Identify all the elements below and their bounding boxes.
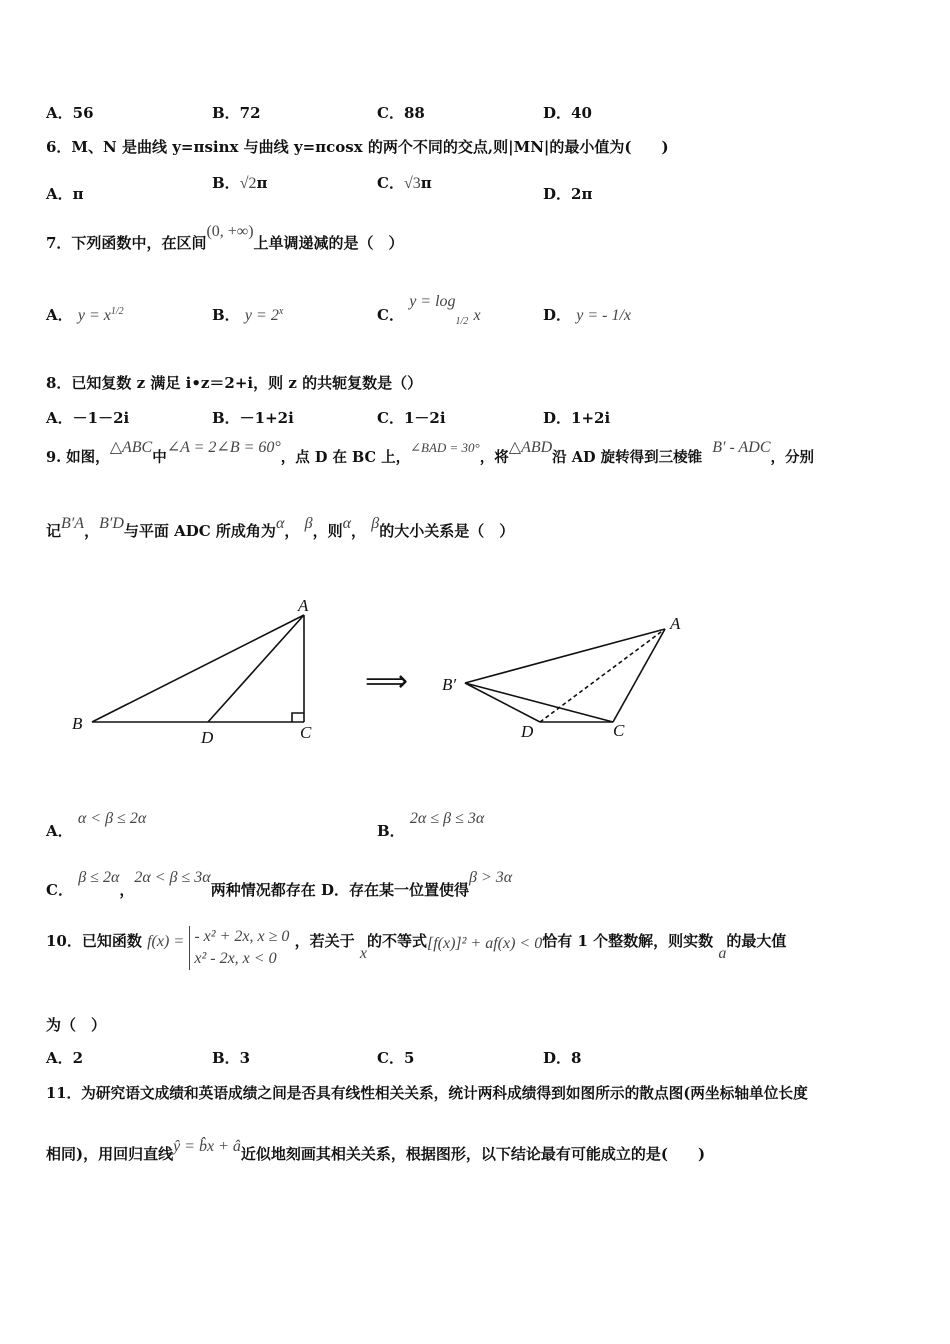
- q7-option-a: [46, 304, 124, 325]
- q9-a-label: A．: [46, 822, 73, 840]
- q8-option-a: A．－1－2i: [46, 409, 130, 427]
- q7-a-exp: 1/2: [110, 306, 124, 317]
- triangle-abc: [92, 615, 304, 722]
- q9-stem-line1: [46, 439, 815, 467]
- q8-option-b: B．－1+2i: [212, 409, 294, 427]
- q8-option-d: D．1+2i: [543, 409, 611, 427]
- q9-m5: B′ - ADC: [712, 439, 771, 456]
- q7-c-math: y = log: [409, 293, 456, 310]
- q7-a-label: A．: [46, 306, 73, 324]
- label-b-prime: B′: [442, 675, 457, 694]
- q9-m4: △ABD: [508, 439, 553, 456]
- q6-b-tail: π: [256, 174, 268, 192]
- q7-stem-pre: 7．下列函数中，在区间: [46, 234, 207, 252]
- label-d: D: [201, 728, 214, 747]
- q9-p1: 9. 如图，: [46, 449, 110, 466]
- pyramid-b-adc: [465, 629, 665, 722]
- q9-n5: α: [342, 515, 351, 532]
- q11-eq: ŷ = b̂x + â: [173, 1138, 241, 1155]
- q9-option-c: [46, 866, 513, 899]
- q9-p5: 沿 AD 旋转得到三棱锥: [552, 449, 703, 466]
- q9-n1: B′A: [61, 515, 85, 532]
- q5-option-a: A．56: [46, 104, 94, 122]
- q5-option-c: C．88: [377, 104, 425, 122]
- q10-case1: - x² + 2x, x ≥ 0: [194, 928, 290, 945]
- q11-stem-line2: [46, 1138, 706, 1164]
- q10-p5: 的最大值: [726, 932, 787, 950]
- q9-p6: ，分别: [770, 449, 815, 466]
- q6-c-tail: π: [420, 174, 432, 192]
- q5-option-b: B．72: [212, 104, 261, 122]
- label-c: C: [300, 723, 312, 742]
- q9-c-math1: β ≤ 2α: [78, 869, 120, 886]
- q9-p3: ，点 D 在 BC 上，: [280, 449, 411, 466]
- q9-d-math: β > 3α: [468, 869, 513, 886]
- q7-d-math: y = - 1/x: [576, 307, 632, 324]
- q8-option-c: C．1－2i: [377, 409, 446, 427]
- label-d2: D: [521, 722, 534, 741]
- q10-p4: 恰有 1 个整数解，则实数: [542, 932, 714, 950]
- q10-var: x: [359, 945, 367, 962]
- q9-n2: B′D: [99, 515, 124, 532]
- q9-q1: 记: [46, 522, 62, 540]
- q6-option-b: [212, 172, 267, 193]
- q8-stem: 8．已知复数 z 满足 i•z＝2+i，则 z 的共轭复数是（）: [46, 374, 423, 392]
- q9-c-text: 两种情况都存在: [210, 881, 316, 899]
- q9-q6: ，: [350, 522, 366, 540]
- q9-m2: ∠A = 2∠B = 60°: [166, 439, 281, 456]
- q7-c-base: 1/2: [455, 316, 469, 327]
- q10-option-a: A．2: [46, 1049, 84, 1067]
- q10-option-c: C．5: [377, 1049, 415, 1067]
- q6-option-d: D．2π: [543, 185, 593, 203]
- q6-b-label: B．: [212, 174, 240, 192]
- q6-b-math: √2: [239, 175, 257, 192]
- q6-c-math: √3: [403, 175, 421, 192]
- q9-q5: ，则: [312, 522, 343, 540]
- label-a: A: [298, 596, 309, 615]
- q7-c-label: C．: [377, 306, 404, 324]
- q11-l2-pre: 相同)，用回归直线: [46, 1145, 174, 1163]
- q9-c-math2: 2α < β ≤ 3α: [134, 869, 211, 886]
- q10-piecewise: [189, 926, 289, 970]
- label-a2: A: [670, 614, 681, 633]
- q7-a-math: y = x: [77, 307, 111, 324]
- q7-interval: (0, +∞): [206, 223, 254, 240]
- label-c2: C: [613, 721, 625, 740]
- q10-p1: 10．已知函数: [46, 932, 142, 950]
- q10-ineq: [f(x)]² + af(x) < 0: [426, 935, 543, 952]
- q9-stem-line2: [46, 515, 515, 541]
- q9-c-sep: ，: [119, 881, 135, 899]
- q10-option-b: B．3: [212, 1049, 251, 1067]
- q7-b-math: y = 2: [244, 307, 279, 324]
- q9-n6: β: [371, 515, 380, 532]
- q9-option-a: [46, 807, 147, 840]
- q7-stem: [46, 223, 404, 253]
- q11-l2-post: 近似地刻画其相关关系，根据图形，以下结论最有可能成立的是( ): [240, 1145, 706, 1163]
- q7-option-b: [212, 304, 283, 325]
- q9-n4: β: [304, 515, 313, 532]
- q9-b-label: B．: [377, 822, 405, 840]
- q9-p4: ，将: [479, 449, 509, 466]
- q10-p3: 的不等式: [366, 932, 427, 950]
- q10-var2: a: [718, 945, 727, 962]
- q9-n3: α: [275, 515, 285, 532]
- q10-stem-line2: 为（ ）: [46, 1016, 107, 1034]
- q9-q2: ，: [84, 522, 100, 540]
- q11-stem-line1: 11．为研究语文成绩和英语成绩之间是否具有线性相关关系，统计两科成绩得到如图所示的散点图(两坐标轴单位长度: [46, 1085, 808, 1102]
- q9-q4: ，: [284, 522, 300, 540]
- q7-stem-post: 上单调递减的是（ ）: [253, 234, 404, 252]
- q7-option-d: [543, 304, 631, 325]
- q10-stem-line1: [46, 926, 786, 970]
- q7-option-c: [377, 293, 481, 327]
- q10-option-d: D．8: [543, 1049, 582, 1067]
- q9-c-label: C．: [46, 881, 73, 899]
- q9-q3: 与平面 ADC 所成角为: [123, 522, 276, 540]
- q7-d-label: D．: [543, 306, 572, 324]
- q10-fx: f(x) =: [147, 933, 185, 950]
- q10-p2: ，若关于: [294, 932, 355, 950]
- q6-option-c: [377, 172, 432, 193]
- q9-figure: [60, 585, 720, 755]
- q6-stem: 6．M、N 是曲线 y=πsinx 与曲线 y=πcosx 的两个不同的交点,则|MN|的最小值为( ): [46, 138, 669, 156]
- q7-b-exp: x: [278, 306, 284, 317]
- q9-p2: 中: [152, 449, 167, 466]
- q9-option-b: [377, 807, 485, 840]
- q9-b-math: 2α ≤ β ≤ 3α: [409, 810, 485, 827]
- q6-c-label: C．: [377, 174, 404, 192]
- q9-q7: 的大小关系是（ ）: [379, 522, 515, 540]
- q9-m1: △ABC: [109, 439, 153, 456]
- q7-b-label: B．: [212, 306, 240, 324]
- q9-a-math: α < β ≤ 2α: [77, 810, 147, 827]
- q5-option-d: D．40: [543, 104, 592, 122]
- q10-case2: x² - 2x, x < 0: [194, 950, 277, 967]
- q7-c-arg: x: [473, 307, 481, 324]
- transform-arrow-icon: ⟹: [365, 665, 409, 698]
- q9-m3: ∠BAD = 30°: [410, 440, 480, 455]
- label-b: B: [72, 714, 83, 733]
- q9-d-label: D．存在某一位置使得: [320, 881, 469, 899]
- q6-option-a: A．π: [46, 185, 84, 203]
